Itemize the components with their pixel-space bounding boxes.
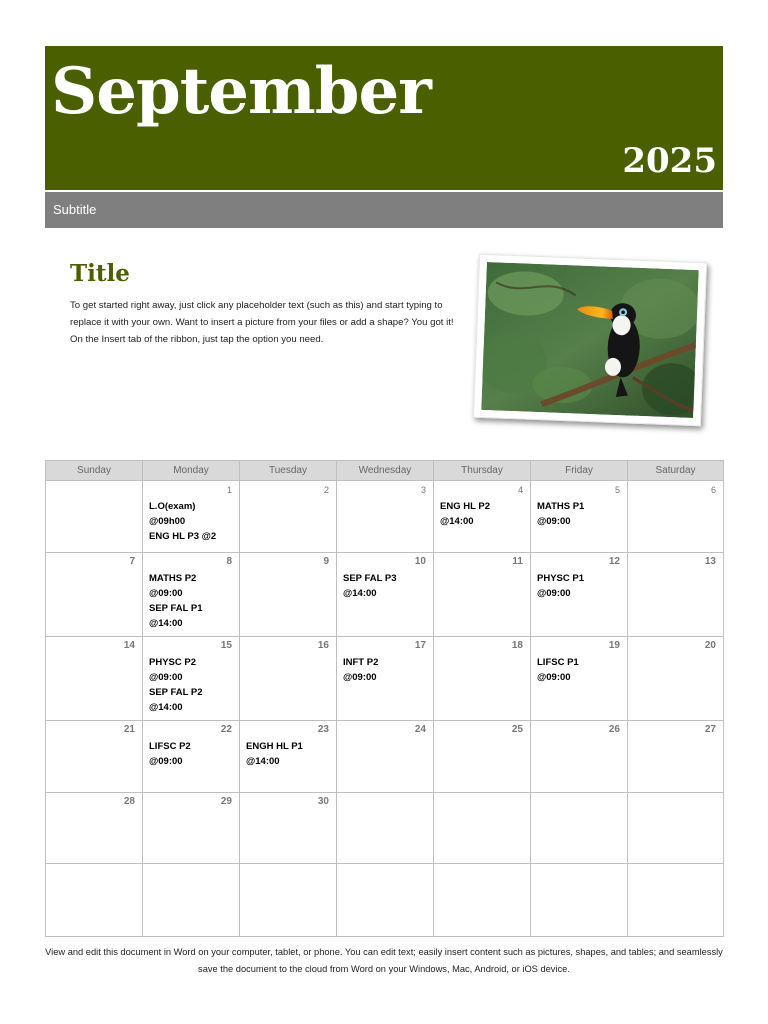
- weekday-wednesday: Wednesday: [337, 461, 434, 481]
- calendar-day-cell[interactable]: [434, 721, 531, 793]
- calendar-day-cell[interactable]: [46, 553, 143, 637]
- day-number: 19: [608, 640, 620, 651]
- day-number: 1: [226, 485, 232, 495]
- calendar-day-cell[interactable]: [46, 721, 143, 793]
- calendar-day-cell[interactable]: [434, 637, 531, 721]
- day-events[interactable]: [240, 568, 336, 571]
- day-events[interactable]: [46, 736, 142, 739]
- calendar-day-cell[interactable]: [531, 721, 628, 793]
- calendar-day-cell[interactable]: [337, 864, 434, 937]
- day-number: [628, 793, 723, 808]
- day-events[interactable]: [46, 568, 142, 571]
- calendar-day-cell[interactable]: [337, 553, 434, 637]
- calendar-day-cell[interactable]: [337, 793, 434, 864]
- calendar-day-cell[interactable]: [531, 864, 628, 937]
- day-number: 16: [317, 640, 329, 651]
- weekday-sunday: Sunday: [46, 461, 143, 481]
- day-events[interactable]: L.O(exam) @09h00 ENG HL P3 @2: [149, 501, 217, 542]
- calendar-week-row: [46, 793, 724, 864]
- calendar-day-cell[interactable]: [240, 481, 337, 553]
- day-events[interactable]: MATHS P1 @09:00: [537, 501, 585, 527]
- calendar-day-cell[interactable]: [628, 793, 724, 864]
- day-number: 4: [517, 485, 523, 495]
- day-events[interactable]: [628, 652, 723, 655]
- day-events[interactable]: [628, 736, 723, 739]
- day-number: 15: [220, 640, 232, 651]
- day-events[interactable]: [434, 568, 530, 571]
- day-number: 21: [123, 724, 135, 735]
- day-events[interactable]: LIFSC P2 @09:00: [149, 741, 191, 767]
- day-number: [46, 864, 142, 879]
- day-number: 10: [414, 556, 426, 567]
- day-events[interactable]: [628, 808, 723, 811]
- calendar-day-cell[interactable]: [337, 637, 434, 721]
- calendar-day-cell[interactable]: [143, 721, 240, 793]
- day-number: [143, 864, 239, 879]
- day-events[interactable]: [628, 879, 723, 882]
- weekday-thursday: Thursday: [434, 461, 531, 481]
- day-events[interactable]: [434, 808, 530, 811]
- calendar-day-cell[interactable]: [143, 553, 240, 637]
- weekday-friday: Friday: [531, 461, 628, 481]
- calendar-week-row: [46, 637, 724, 721]
- day-number: [531, 793, 627, 808]
- calendar-day-cell[interactable]: [143, 864, 240, 937]
- day-number: 13: [704, 556, 716, 567]
- weekday-tuesday: Tuesday: [240, 461, 337, 481]
- day-events[interactable]: [337, 736, 433, 739]
- day-events[interactable]: [240, 652, 336, 655]
- day-events[interactable]: [434, 652, 530, 655]
- calendar-day-cell[interactable]: [531, 637, 628, 721]
- day-events[interactable]: PHYSC P1 @09:00: [537, 573, 584, 599]
- day-events[interactable]: [46, 808, 142, 811]
- calendar-day-cell[interactable]: [628, 481, 724, 553]
- subtitle-band: [45, 192, 723, 228]
- day-number: 2: [323, 485, 329, 495]
- day-number: 28: [123, 796, 135, 807]
- day-events[interactable]: [46, 496, 142, 499]
- day-events[interactable]: [531, 879, 627, 882]
- day-number: 29: [220, 796, 232, 807]
- year-label[interactable]: 2025: [622, 141, 717, 181]
- day-number: 18: [511, 640, 523, 651]
- day-number: 17: [414, 640, 426, 651]
- calendar-day-cell[interactable]: [143, 481, 240, 553]
- weekday-monday: Monday: [143, 461, 240, 481]
- day-number: 12: [608, 556, 620, 567]
- day-number: [46, 481, 142, 496]
- calendar-day-cell[interactable]: [240, 864, 337, 937]
- calendar-day-cell[interactable]: [628, 637, 724, 721]
- day-events[interactable]: [240, 879, 336, 882]
- day-number: 14: [123, 640, 135, 651]
- calendar-day-cell[interactable]: [143, 793, 240, 864]
- day-number: [628, 864, 723, 879]
- day-events[interactable]: [434, 879, 530, 882]
- calendar-week-row: [46, 721, 724, 793]
- day-number: [434, 864, 530, 879]
- calendar-day-cell[interactable]: [531, 481, 628, 553]
- day-events[interactable]: LIFSC P1 @09:00: [537, 657, 579, 683]
- day-number: 8: [226, 556, 232, 567]
- day-number: 26: [608, 724, 620, 735]
- day-events[interactable]: [46, 879, 142, 882]
- day-events[interactable]: [143, 879, 239, 882]
- day-number: [337, 864, 433, 879]
- day-number: [434, 793, 530, 808]
- day-number: 11: [512, 556, 523, 567]
- calendar-day-cell[interactable]: [240, 793, 337, 864]
- day-number: 23: [317, 724, 329, 735]
- toucan-photo: [481, 262, 699, 418]
- calendar-day-cell[interactable]: [434, 553, 531, 637]
- day-events[interactable]: [337, 879, 433, 882]
- day-number: 7: [129, 556, 135, 567]
- day-number: 24: [414, 724, 426, 735]
- day-number: 22: [220, 724, 232, 735]
- calendar-day-cell[interactable]: [434, 481, 531, 553]
- month-title[interactable]: September: [51, 54, 431, 129]
- calendar-day-cell[interactable]: [337, 721, 434, 793]
- day-events[interactable]: [337, 496, 433, 499]
- day-events[interactable]: [628, 568, 723, 571]
- weekday-header-row: [46, 461, 724, 481]
- day-events[interactable]: [240, 496, 336, 499]
- day-events[interactable]: SEP FAL P3 @14:00: [343, 573, 397, 599]
- subtitle-placeholder[interactable]: Subtitle: [53, 202, 97, 217]
- calendar-day-cell[interactable]: [46, 637, 143, 721]
- calendar-day-cell[interactable]: [240, 553, 337, 637]
- calendar-day-cell[interactable]: [434, 864, 531, 937]
- day-number: 30: [317, 796, 329, 807]
- day-number: [531, 864, 627, 879]
- day-events[interactable]: [531, 736, 627, 739]
- day-events[interactable]: [143, 808, 239, 811]
- day-number: 3: [420, 485, 426, 495]
- header-band: [45, 46, 723, 190]
- day-number: 20: [704, 640, 716, 651]
- photo-frame[interactable]: [473, 254, 707, 427]
- weekday-saturday: Saturday: [628, 461, 724, 481]
- day-events[interactable]: MATHS P2 @09:00 SEP FAL P1 @14:00: [149, 573, 203, 629]
- calendar-day-cell[interactable]: [46, 481, 143, 553]
- day-number: [240, 864, 336, 879]
- day-events[interactable]: INFT P2 @09:00: [343, 657, 379, 683]
- day-number: 9: [323, 556, 329, 567]
- day-number: 6: [710, 485, 716, 495]
- calendar-day-cell[interactable]: [531, 553, 628, 637]
- title-placeholder[interactable]: Title: [70, 260, 130, 287]
- day-number: 27: [704, 724, 716, 735]
- day-events[interactable]: [46, 652, 142, 655]
- calendar-week-row: [46, 553, 724, 637]
- footer-note: View and edit this document in Word on your computer, tablet, or phone. You can edit text; easily insert content such as pictures, shapes, and tables; and seamlessly save the document to the cloud from Word on your Windows, Mac, Android, or iOS device.: [45, 947, 723, 974]
- day-events[interactable]: [531, 808, 627, 811]
- calendar-day-cell[interactable]: [434, 793, 531, 864]
- calendar-day-cell[interactable]: [337, 481, 434, 553]
- day-number: 25: [511, 724, 523, 735]
- calendar-day-cell[interactable]: [46, 793, 143, 864]
- calendar-day-cell[interactable]: [531, 793, 628, 864]
- calendar-day-cell[interactable]: [240, 637, 337, 721]
- day-events[interactable]: ENGH HL P1 @14:00: [246, 741, 303, 767]
- calendar-week-row: [46, 481, 724, 553]
- day-number: 5: [614, 485, 620, 495]
- day-events[interactable]: [337, 808, 433, 811]
- calendar-day-cell[interactable]: [46, 864, 143, 937]
- calendar-week-row: [46, 864, 724, 937]
- day-events[interactable]: PHYSC P2 @09:00 SEP FAL P2 @14:00: [149, 657, 203, 713]
- calendar-day-cell[interactable]: [240, 721, 337, 793]
- day-events[interactable]: [434, 736, 530, 739]
- day-number: [337, 793, 433, 808]
- intro-text-placeholder[interactable]: To get started right away, just click any placeholder text (such as this) and start typing to replace it with your own. Want to insert a picture from your files or add a shape? You got it! On the Insert tab of the ribbon, just tap the option you need.: [70, 300, 454, 345]
- calendar-day-cell[interactable]: [628, 721, 724, 793]
- calendar-grid: [45, 460, 724, 937]
- calendar-day-cell[interactable]: [628, 864, 724, 937]
- calendar-day-cell[interactable]: [628, 553, 724, 637]
- calendar-day-cell[interactable]: [143, 637, 240, 721]
- day-events[interactable]: ENG HL P2 @14:00: [440, 501, 490, 527]
- day-events[interactable]: [628, 496, 723, 499]
- day-events[interactable]: [240, 808, 336, 811]
